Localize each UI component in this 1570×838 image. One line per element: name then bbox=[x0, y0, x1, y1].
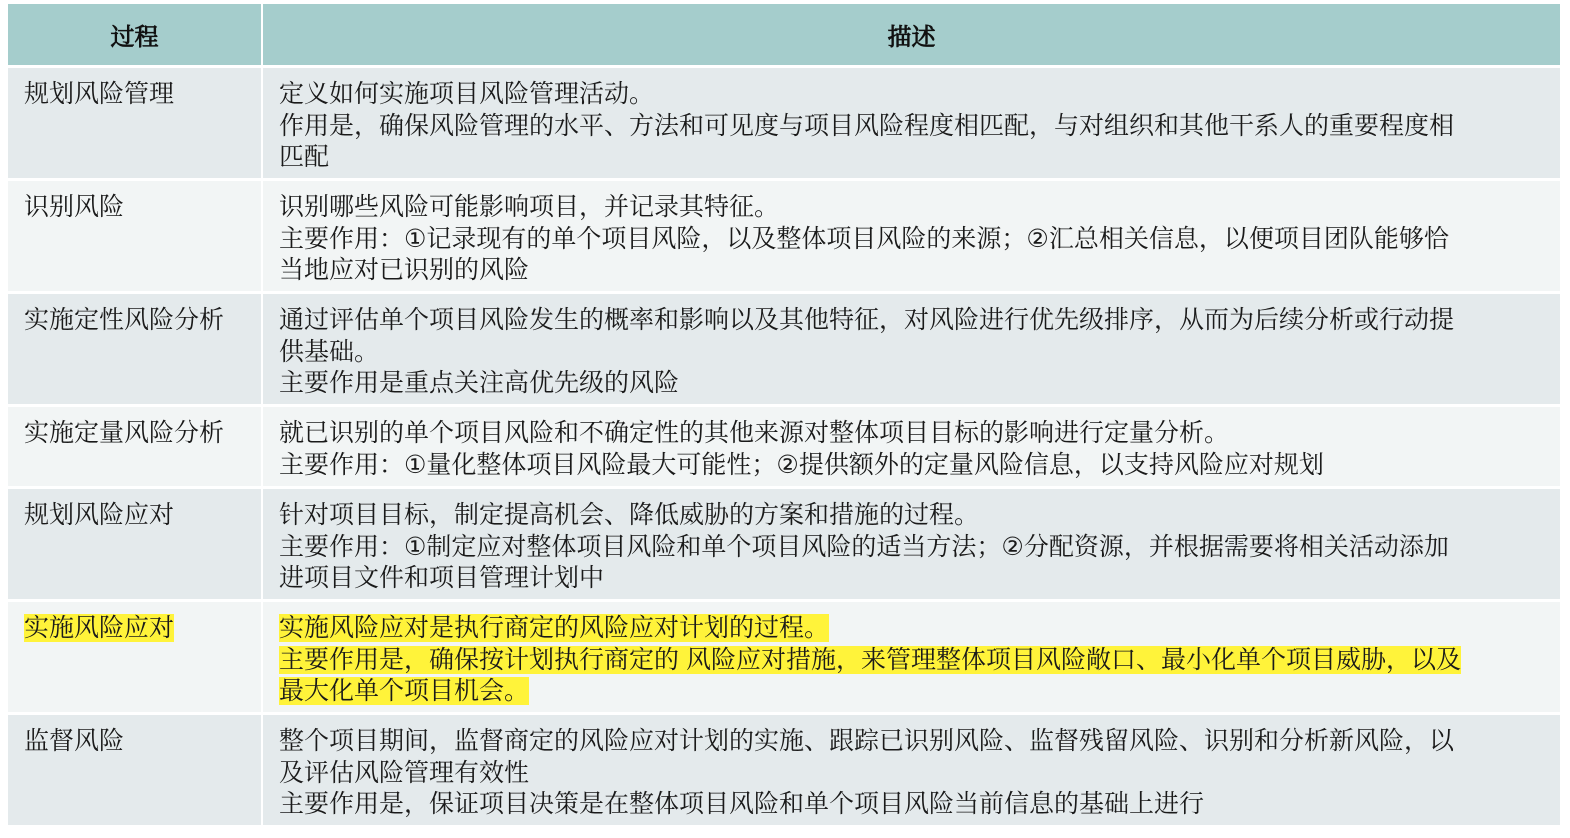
description-line: 就已识别的单个项目风险和不确定性的其他来源对整体项目目标的影响进行定量分析。 bbox=[279, 419, 1230, 447]
description-line: 主要作用是重点关注高优先级的风险 bbox=[279, 369, 680, 397]
description-cell-plan-risk-responses bbox=[263, 489, 1560, 599]
description-line: 供基础。 bbox=[279, 337, 380, 366]
description-line bbox=[279, 645, 1540, 677]
highlighted-text: 主要作用是，确保按计划执行商定的 风险应对措施，来管理整体项目风险敞口、最小化单个项目威胁，以及 bbox=[279, 645, 1461, 674]
process-cell-monitor-risks bbox=[8, 715, 261, 825]
description-line: 针对项目目标，制定提高机会、降低威胁的方案和措施的过程。 bbox=[279, 501, 980, 529]
process-cell-plan-risk-management bbox=[8, 68, 261, 178]
process-cell-identify-risks bbox=[8, 181, 261, 291]
header-description: 描述 bbox=[263, 4, 1560, 65]
risk-process-table bbox=[8, 4, 1558, 825]
description-cell-plan-risk-management bbox=[263, 68, 1560, 178]
description-line: 通过评估单个项目风险发生的概率和影响以及其他特征，对风险进行优先级排序，从而为后续分析或行动提 bbox=[279, 306, 1455, 334]
process-cell-plan-risk-responses bbox=[8, 489, 261, 599]
process-name: 实施定性风险分析 bbox=[24, 306, 225, 334]
description-line: 匹配 bbox=[279, 143, 330, 171]
description-line: 主要作用：①制定应对整体项目风险和单个项目风险的适当方法；②分配资源，并根据需要将相关活动添加 bbox=[279, 532, 1449, 561]
process-name: 监督风险 bbox=[24, 727, 125, 755]
description-line: 及评估风险管理有效性 bbox=[279, 758, 530, 787]
process-name: 规划风险应对 bbox=[24, 501, 175, 529]
description-cell-quantitative-analysis bbox=[263, 407, 1560, 486]
description-cell-identify-risks bbox=[263, 181, 1560, 291]
description-line: 主要作用是，保证项目决策是在整体项目风险和单个项目风险当前信息的基础上进行 bbox=[279, 790, 1205, 818]
process-cell-qualitative-analysis bbox=[8, 294, 261, 404]
description-line: 进项目文件和项目管理计划中 bbox=[279, 564, 605, 592]
process-cell-implement-risk-responses bbox=[8, 602, 261, 712]
process-name: 实施定量风险分析 bbox=[24, 419, 225, 447]
highlighted-text: 实施风险应对是执行商定的风险应对计划的过程。 bbox=[279, 614, 830, 642]
highlighted-text: 最大化单个项目机会。 bbox=[279, 677, 530, 705]
description-line: 主要作用：①量化整体项目风险最大可能性；②提供额外的定量风险信息，以支持风险应对规划 bbox=[279, 450, 1324, 479]
description-line: 当地应对已识别的风险 bbox=[279, 256, 530, 284]
description-line: 识别哪些风险可能影响项目，并记录其特征。 bbox=[279, 193, 780, 221]
description-line: 整个项目期间，监督商定的风险应对计划的实施、跟踪已识别风险、监督残留风险、识别和分析新风险，以 bbox=[279, 727, 1455, 755]
description-cell-implement-risk-responses bbox=[263, 602, 1560, 712]
description-line: 定义如何实施项目风险管理活动。 bbox=[279, 80, 655, 108]
description-line bbox=[279, 676, 1540, 708]
header-process: 过程 bbox=[8, 4, 261, 65]
description-line: 主要作用：①记录现有的单个项目风险，以及整体项目风险的来源；②汇总相关信息，以便项目团队能够恰 bbox=[279, 224, 1449, 253]
process-cell-quantitative-analysis bbox=[8, 407, 261, 486]
process-name: 识别风险 bbox=[24, 193, 125, 221]
description-cell-monitor-risks bbox=[263, 715, 1560, 825]
process-name: 规划风险管理 bbox=[24, 80, 175, 108]
process-name-highlighted: 实施风险应对 bbox=[24, 614, 175, 642]
description-line bbox=[279, 613, 1540, 645]
description-cell-qualitative-analysis bbox=[263, 294, 1560, 404]
description-line: 作用是，确保风险管理的水平、方法和可见度与项目风险程度相匹配，与对组织和其他干系人的重要程度相 bbox=[279, 111, 1455, 140]
